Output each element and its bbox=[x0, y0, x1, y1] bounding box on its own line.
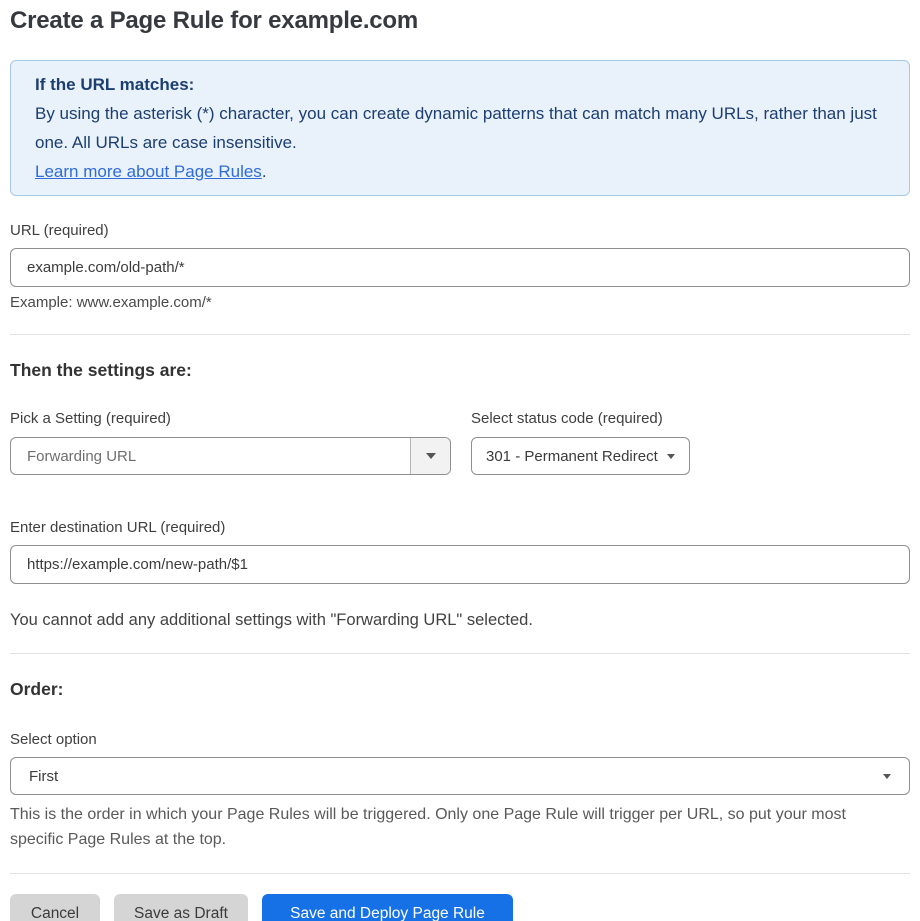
setting-select-value: Forwarding URL bbox=[27, 447, 137, 465]
order-select[interactable] bbox=[10, 757, 910, 795]
url-match-info-box bbox=[10, 60, 910, 196]
cancel-button[interactable]: Cancel bbox=[10, 894, 100, 921]
destination-field-label: Enter destination URL (required) bbox=[10, 519, 226, 536]
settings-selects-row bbox=[10, 410, 910, 475]
status-field-label: Select status code (required) bbox=[471, 410, 663, 427]
save-and-deploy-button[interactable]: Save and Deploy Page Rule bbox=[262, 894, 513, 921]
status-code-select[interactable] bbox=[471, 437, 690, 475]
order-select-value: First bbox=[29, 767, 59, 785]
status-field-column bbox=[471, 410, 710, 475]
setting-field-label: Pick a Setting (required) bbox=[10, 410, 171, 427]
info-box-heading: If the URL matches: bbox=[35, 75, 195, 94]
settings-note: You cannot add any additional settings with "Forwarding URL" selected. bbox=[10, 611, 533, 629]
page-title: Create a Page Rule for example.com bbox=[10, 7, 419, 34]
chevron-down-icon bbox=[883, 774, 891, 779]
page-rules-link[interactable]: Learn more about Page Rules bbox=[35, 162, 262, 181]
settings-section-heading: Then the settings are: bbox=[10, 360, 192, 380]
order-section-heading: Order: bbox=[10, 679, 64, 699]
chevron-down-icon bbox=[667, 454, 675, 459]
order-helper-text: This is the order in which your Page Rules will be triggered. Only one Page Rule will trigger per URL, so put your most specific Page Rules at the top. bbox=[10, 806, 846, 848]
footer-divider bbox=[10, 873, 910, 874]
setting-select-arrow-button[interactable] bbox=[410, 438, 450, 474]
url-input[interactable] bbox=[10, 248, 910, 287]
status-select-value: 301 - Permanent Redirect bbox=[486, 447, 658, 465]
info-box-link-line bbox=[35, 157, 885, 186]
order-select-label: Select option bbox=[10, 731, 97, 748]
setting-select[interactable] bbox=[10, 437, 451, 475]
info-link-suffix: . bbox=[261, 162, 267, 181]
action-button-row bbox=[10, 894, 910, 921]
save-as-draft-button[interactable]: Save as Draft bbox=[114, 894, 248, 921]
url-field-helper: Example: www.example.com/* bbox=[10, 294, 212, 311]
destination-url-input[interactable] bbox=[10, 545, 910, 584]
section-divider bbox=[10, 334, 910, 335]
setting-field-column bbox=[10, 410, 451, 475]
chevron-down-icon bbox=[426, 453, 436, 459]
url-field-label: URL (required) bbox=[10, 222, 109, 239]
info-box-body: By using the asterisk (*) character, you can create dynamic patterns that can match many URLs, rather than just one. All URLs are case insensitive. bbox=[35, 104, 877, 152]
section-divider bbox=[10, 653, 910, 654]
